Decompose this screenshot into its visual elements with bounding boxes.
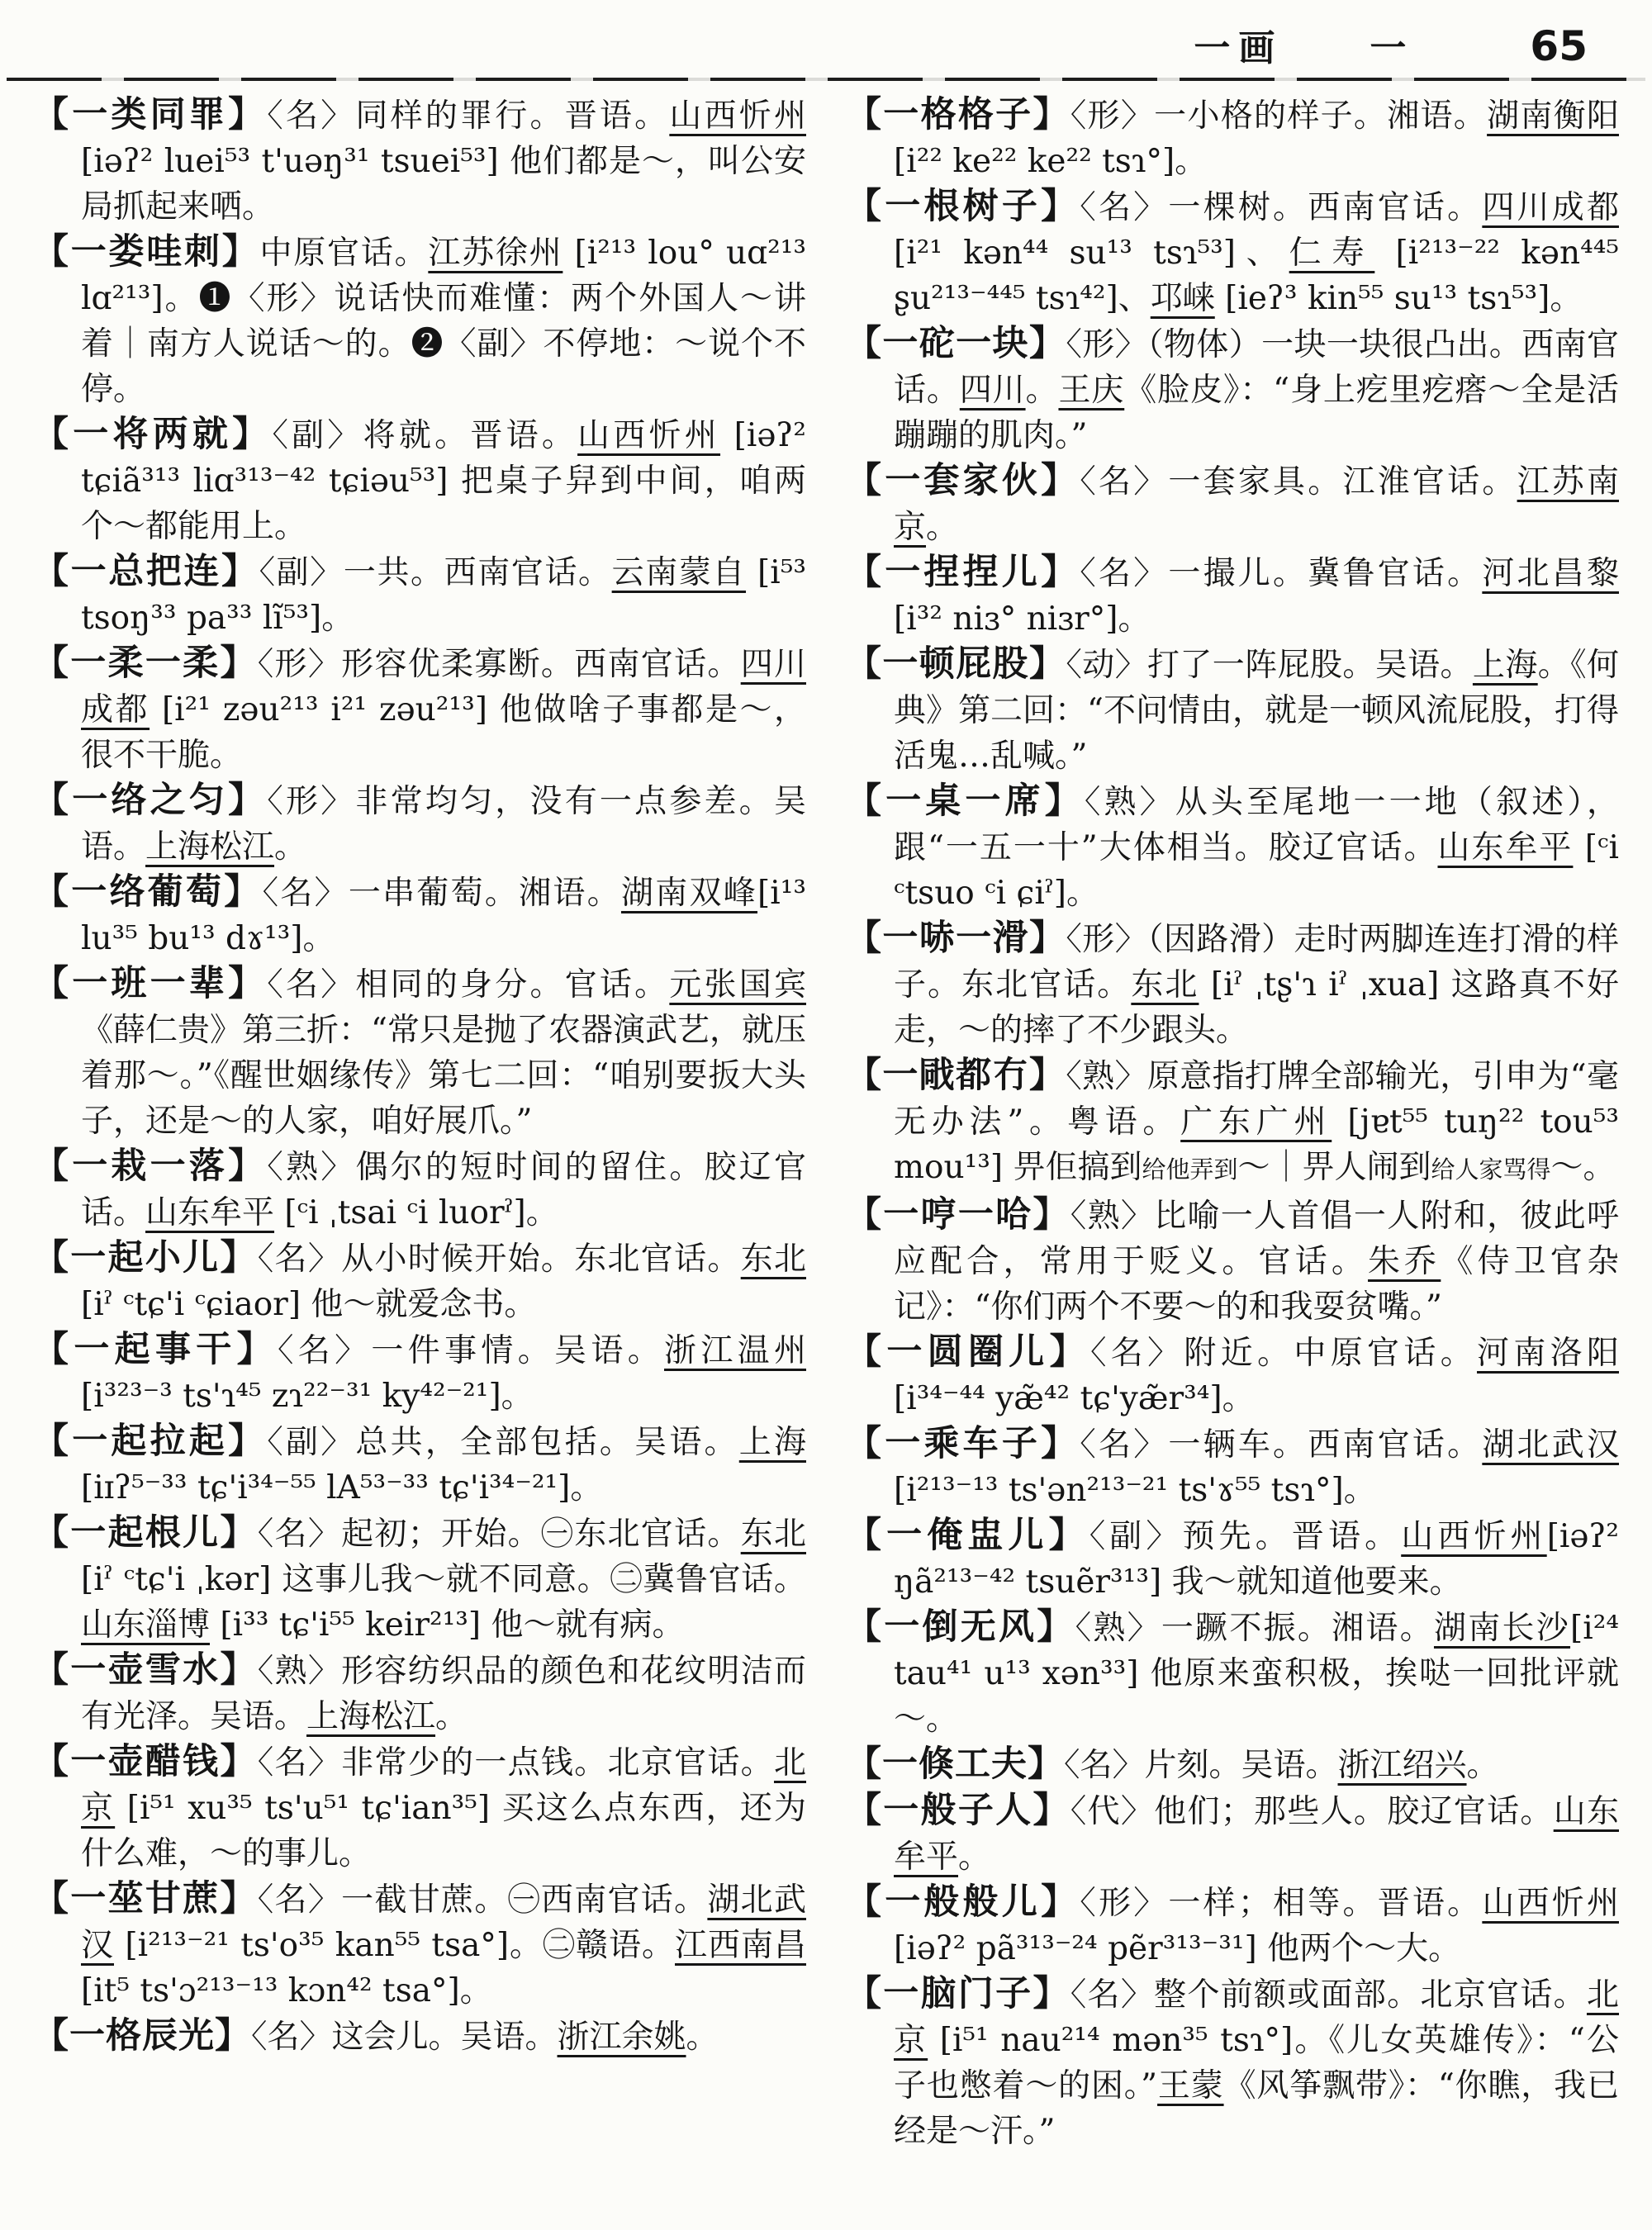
dictionary-entry xyxy=(846,184,1619,321)
entry-text-segment: 。 xyxy=(1466,1747,1499,1784)
dictionary-entry xyxy=(846,779,1619,916)
entry-text-segment: [i²¹³⁻²² kən⁴⁴⁵ ʂu²¹³⁻⁴⁴⁵ tsɿ⁴²]、 xyxy=(894,235,1619,317)
entry-headword: 【一格格子】 xyxy=(846,94,1070,135)
entry-text-segment: 〈名〉同样的罪行。晋语。 xyxy=(267,97,670,135)
proper-noun-underlined: 北京 xyxy=(81,1744,806,1827)
entry-text-segment: [i²¹³⁻¹³ ts'ən²¹³⁻²¹ ts'ɤ⁵⁵ tsɿ°]。 xyxy=(894,1472,1376,1509)
proper-noun-underlined: 王蒙 xyxy=(1157,2067,1224,2104)
entry-text-segment: 《薛仁贵》第三折：“常只是抛了农器演武艺，就压着那～。”《醒世姻缘传》第七二回：“咱别要扳大头子，还是～的人家，咱好展爪。” xyxy=(81,1012,806,1140)
entry-headword: 【一戙都冇】 xyxy=(846,1055,1066,1096)
dictionary-entry xyxy=(846,916,1619,1053)
entry-headword: 【一栽一落】 xyxy=(33,1146,268,1187)
entry-text-segment: [i²¹ zəu²¹³ i²¹ zəu²¹³] 他做啥子事都是～，很不干脆。 xyxy=(81,691,806,774)
entry-text-segment: 〈名〉整个前额或面部。北京官话。 xyxy=(1070,1976,1587,2014)
dictionary-entry xyxy=(846,1788,1619,1880)
dictionary-entry xyxy=(33,641,806,778)
proper-noun-underlined: 广东广州 xyxy=(1180,1103,1332,1141)
entry-text-segment: [ieʔ³ kin⁵⁵ su¹³ tsɿ⁵³]。 xyxy=(1214,280,1583,317)
entry-text-segment: 《风筝飘带》：“你瞧，我已经是～汗。” xyxy=(894,2067,1619,2150)
entry-text-segment: [i²⁴ tau⁴¹ u¹³ xən³³] 他原来蛮积极，挨哒一回批评就～。 xyxy=(894,1610,1619,1738)
dictionary-entry xyxy=(33,1327,806,1419)
entry-text-segment: [iəʔ² tɕiã³¹³ liɑ³¹³⁻⁴² tɕiəu⁵³] 把桌子舁到中间，咱两个～都能用上。 xyxy=(81,417,806,545)
entry-text-segment: [i⁵³ tsoŋ³³ pa³³ lĩ⁵³]。 xyxy=(81,554,806,637)
entry-headword: 【一班一辈】 xyxy=(33,963,268,1004)
entry-text-segment: 〈形〉（因路滑）走时两脚连连打滑的样子。东北官话。 xyxy=(894,921,1619,1004)
entry-headword: 【一格辰光】 xyxy=(33,2015,251,2057)
entry-text-segment: [jɐt⁵⁵ tuŋ²² tou⁵³ mou¹³] 畀佢搞到 xyxy=(894,1103,1619,1186)
proper-noun-underlined: 山西忻州 xyxy=(1401,1518,1547,1555)
proper-noun-underlined: 朱乔 xyxy=(1368,1243,1441,1280)
dictionary-entry xyxy=(846,1053,1619,1193)
entry-text-segment: [iəʔ² ŋã²¹³⁻⁴² tsuẽr³¹³] 我～就知道他要来。 xyxy=(894,1518,1619,1601)
dictionary-entry xyxy=(846,550,1619,642)
dictionary-entry xyxy=(33,870,806,961)
proper-noun-underlined: 河南洛阳 xyxy=(1477,1335,1619,1372)
proper-noun-underlined: 东北 xyxy=(1131,966,1199,1004)
dictionary-entry xyxy=(33,1236,806,1327)
dictionary-entry xyxy=(33,549,806,641)
dictionary-entry xyxy=(33,1511,806,1648)
dictionary-entry xyxy=(33,1877,806,2014)
page-header xyxy=(0,0,1652,78)
proper-noun-underlined: 仁寿 xyxy=(1289,235,1375,272)
entry-text-segment: [iɪʔ⁵⁻³³ tɕ'i³⁴⁻⁵⁵ lA⁵³⁻³³ tɕ'i³⁴⁻²¹]。 xyxy=(81,1469,603,1506)
proper-noun-underlined: 江西南昌 xyxy=(675,1927,806,1964)
entry-headword: 【一顿屁股】 xyxy=(846,643,1066,685)
dictionary-entry xyxy=(846,1330,1619,1421)
entry-text-segment: [iˀ ᶜtɕ'i ˌkər] 这事儿我～就不同意。㊁冀鲁官话。 xyxy=(81,1561,806,1598)
entry-text-segment: [i³² niɜ° niɜr°]。 xyxy=(894,600,1151,638)
entry-text-segment: 〈名〉这会儿。吴语。 xyxy=(251,2019,558,2056)
proper-noun-underlined: 山西忻州 xyxy=(577,417,721,454)
proper-noun-underlined: 上海松江 xyxy=(306,1698,436,1735)
entry-text-segment: 〈名〉一串葡萄。湘语。 xyxy=(262,875,621,912)
dictionary-entry xyxy=(33,93,806,230)
entry-text-segment: 中原官话。 xyxy=(259,235,429,272)
entry-text-segment: 〈名〉一撮儿。冀鲁官话。 xyxy=(1080,555,1483,592)
entry-text-segment: ～｜畀人闹到 xyxy=(1237,1149,1431,1186)
entry-text-segment: 〈熟〉从头至尾地一一地（叙述），跟“一五一十”大体相当。胶辽官话。 xyxy=(894,784,1619,866)
proper-noun-underlined: 北京 xyxy=(894,1976,1619,2059)
proper-noun-underlined: 山东牟平 xyxy=(1437,829,1574,866)
proper-noun-underlined: 邛崃 xyxy=(1150,280,1215,317)
entry-headword: 【一哧一滑】 xyxy=(846,918,1066,959)
entry-headword: 【一捏捏儿】 xyxy=(846,552,1080,593)
dictionary-entry xyxy=(846,1880,1619,1971)
entry-text-segment: 〈名〉片刻。吴语。 xyxy=(1064,1747,1338,1784)
entry-text-segment: 〈名〉一件事情。吴语。 xyxy=(277,1332,665,1369)
entry-text-segment: [iəʔ² luei⁵³ t'uəŋ³¹ tsuei⁵³] 他们都是～，叫公安局抓起来哂。 xyxy=(81,143,806,225)
proper-noun-underlined: 江苏徐州 xyxy=(428,235,563,272)
entry-headword: 【一根树子】 xyxy=(846,186,1080,227)
entry-headword: 【一哼一哈】 xyxy=(846,1194,1070,1236)
entry-headword: 【一将两就】 xyxy=(33,414,273,455)
entry-text-segment: 〈名〉非常少的一点钱。北京官话。 xyxy=(257,1744,774,1782)
entry-text-segment: 〈副〉一共。西南官话。 xyxy=(259,554,612,591)
entry-headword: 【一类同罪】 xyxy=(33,94,268,135)
proper-noun-underlined: 山东牟平 xyxy=(894,1793,1619,1876)
entry-text-segment: [it⁵ ts'ɔ²¹³⁻¹³ kɔn⁴² tsa°]。 xyxy=(81,1972,492,2009)
entry-headword: 【一莝甘蔗】 xyxy=(33,1878,258,1919)
entry-text-segment: 〈形〉一样；相等。晋语。 xyxy=(1080,1885,1483,1922)
entry-headword: 【一倒无风】 xyxy=(846,1606,1075,1648)
entry-text-segment: 〈熟〉形容纺织品的颜色和花纹明洁而有光泽。吴语。 xyxy=(81,1653,806,1735)
dictionary-entry xyxy=(846,93,1619,184)
proper-noun-underlined: 湖北武汉 xyxy=(1482,1426,1619,1464)
entry-text-segment: ～。 xyxy=(1550,1149,1616,1186)
entry-text-segment: 。 xyxy=(274,828,307,866)
entry-text-segment: [i³³ tɕ'i⁵⁵ keir²¹³] 他～就有病。 xyxy=(210,1606,685,1644)
proper-noun-underlined: 浙江温州 xyxy=(664,1332,806,1369)
proper-noun-underlined: 河北昌黎 xyxy=(1482,555,1619,592)
entry-text-segment: [i²² ke²² ke²² tsɿ°]。 xyxy=(894,143,1208,180)
entry-text-segment: 〈代〉他们；那些人。胶辽官话。 xyxy=(1070,1793,1554,1830)
entry-text-segment: 〈名〉从小时候开始。东北官话。 xyxy=(257,1241,741,1278)
dictionary-entry xyxy=(33,1419,806,1511)
entry-headword: 【一壶醋钱】 xyxy=(33,1741,258,1782)
proper-noun-underlined: 湖南长沙 xyxy=(1433,1610,1571,1647)
entry-text-segment: 。 xyxy=(435,1698,468,1735)
entry-text-segment: 〈名〉一棵树。西南官话。 xyxy=(1080,189,1483,226)
entry-headword: 【一总把连】 xyxy=(33,551,259,592)
entry-headword: 【一起拉起】 xyxy=(33,1421,268,1462)
proper-noun-underlined: 山东牟平 xyxy=(145,1194,275,1231)
entry-headword: 【一套家伙】 xyxy=(846,460,1080,501)
right-column xyxy=(846,93,1619,2154)
entry-text-segment: [i²¹³⁻²¹ ts'o³⁵ kan⁵⁵ tsa°]。㊁赣语。 xyxy=(114,1927,676,1964)
dictionary-entry xyxy=(846,1971,1619,2154)
entry-headword: 【一倏工夫】 xyxy=(846,1744,1064,1785)
dictionary-entry xyxy=(846,1605,1619,1742)
entry-text-segment: 〈形〉形容优柔寡断。西南官话。 xyxy=(257,646,741,683)
entry-text-segment: [ᶜi ᶜtsuo ᶜi ɕiˀ]。 xyxy=(894,829,1619,912)
proper-noun-underlined: 元张国宾 xyxy=(669,966,806,1004)
entry-text-segment: [i⁵¹ xu³⁵ ts'u⁵¹ tɕ'ian³⁵] 买这么点东西，还为什么难，～的事儿。 xyxy=(81,1790,806,1872)
entry-text-segment: 〈形〉（物体）一块一块很凸出。西南官话。 xyxy=(894,326,1619,409)
page-number: 65 xyxy=(1530,22,1588,70)
entry-text-segment: 。 xyxy=(686,2019,719,2056)
entry-headword: 【一桌一席】 xyxy=(846,780,1085,822)
radical-label: 一 xyxy=(1370,27,1407,69)
dictionary-entry xyxy=(33,778,806,870)
stroke-section-label: 一画 xyxy=(1194,27,1284,69)
entry-text-segment: 〈名〉一套家具。江淮官话。 xyxy=(1080,463,1517,501)
entry-text-segment: [i³⁴⁻⁴⁴ yæ̃⁴² tɕ'yæ̃r³⁴]。 xyxy=(894,1380,1255,1417)
entry-text-segment: [i⁵¹ nau²¹⁴ mən³⁵ tsɿ°]。《儿女英雄传》：“公子也憋着～的困。” xyxy=(894,2022,1619,2104)
entry-text-segment: 〈名〉起初；开始。㊀东北官话。 xyxy=(257,1516,741,1553)
entry-text-segment: [i²¹³ lou° uɑ²¹³ lɑ²¹³]。❶〈形〉说话快而难懂：两个外国人～讲着｜南方人说话～的。❷〈副〉不停地：～说个不停。 xyxy=(81,235,806,408)
proper-noun-underlined: 四川成都 xyxy=(81,646,806,728)
entry-text-segment: 〈熟〉比喻一人首倡一人附和，彼此呼应配合，常用于贬义。官话。 xyxy=(894,1198,1619,1280)
dictionary-entry xyxy=(846,1513,1619,1605)
proper-noun-underlined: 四川 xyxy=(959,372,1026,409)
proper-noun-underlined: 东北 xyxy=(740,1516,806,1553)
entry-headword: 【一起小儿】 xyxy=(33,1237,258,1279)
entry-text-segment: 〈熟〉原意指打牌全部输光，引申为“毫无办法”。粤语。 xyxy=(894,1058,1619,1141)
entry-headword: 【一络之匀】 xyxy=(33,780,268,821)
entry-text-segment: 给人家骂得 xyxy=(1431,1155,1551,1184)
entry-text-segment: 〈熟〉偶尔的短时间的留住。胶辽官话。 xyxy=(81,1149,806,1231)
dictionary-entry xyxy=(33,1144,806,1236)
entry-text-segment: 〈形〉非常均匀，没有一点参差。吴语。 xyxy=(81,783,806,866)
entry-text-segment: 《侍卫官杂记》：“你们两个不要～的和我耍贫嘴。” xyxy=(894,1243,1619,1326)
entry-text-segment: 。 xyxy=(1025,372,1059,409)
dictionary-entry xyxy=(33,1648,806,1739)
entry-text-segment: [i³²³⁻³ ts'ɿ⁴⁵ zɿ²²⁻³¹ ky⁴²⁻²¹]。 xyxy=(81,1378,534,1415)
entry-headword: 【一柔一柔】 xyxy=(33,643,258,684)
dictionary-entry xyxy=(33,1739,806,1877)
text-columns xyxy=(0,81,1652,2154)
entry-text-segment: 〈名〉一截甘蔗。㊀西南官话。 xyxy=(257,1881,708,1919)
entry-text-segment: 〈熟〉一蹶不振。湘语。 xyxy=(1075,1610,1434,1647)
dictionary-entry xyxy=(846,1193,1619,1330)
entry-text-segment: 〈副〉预先。晋语。 xyxy=(1089,1518,1402,1555)
proper-noun-underlined: 湖北武汉 xyxy=(81,1881,806,1964)
proper-noun-underlined: 浙江绍兴 xyxy=(1337,1747,1467,1784)
proper-noun-underlined: 山东淄博 xyxy=(81,1606,211,1644)
proper-noun-underlined: 浙江余姚 xyxy=(557,2019,686,2056)
entry-text-segment: 〈名〉相同的身分。官话。 xyxy=(267,966,670,1004)
entry-text-segment: [i¹³ lu³⁵ bu¹³ dɤ¹³]。 xyxy=(81,875,806,957)
entry-text-segment: [i²¹ kən⁴⁴ su¹³ tsɿ⁵³]、 xyxy=(894,235,1289,272)
dictionary-entry xyxy=(33,961,806,1144)
entry-text-segment: 〈名〉附近。中原官话。 xyxy=(1089,1335,1478,1372)
proper-noun-underlined: 上海松江 xyxy=(145,828,275,866)
proper-noun-underlined: 云南蒙自 xyxy=(611,554,747,591)
entry-headword: 【一络葡萄】 xyxy=(33,871,263,913)
entry-text-segment: 。《何典》第二回：“不问情由，就是一顿风流屁股，打得活鬼…乱喊。” xyxy=(894,647,1619,775)
entry-text-segment: 〈形〉一小格的样子。湘语。 xyxy=(1070,97,1488,135)
proper-noun-underlined: 江苏南京 xyxy=(894,463,1619,546)
entry-headword: 【一脑门子】 xyxy=(846,1973,1070,2014)
proper-noun-underlined: 湖南衡阳 xyxy=(1487,97,1619,135)
entry-text-segment: 给他弄到 xyxy=(1142,1155,1238,1184)
proper-noun-underlined: 四川成都 xyxy=(1482,189,1619,226)
entry-headword: 【一俺盅儿】 xyxy=(846,1515,1089,1556)
entry-text-segment: [iˀ ˌtʂ'ɿ iˀ ˌxua] 这路真不好走，～的摔了不少跟头。 xyxy=(894,966,1619,1049)
entry-text-segment: 〈名〉一辆车。西南官话。 xyxy=(1080,1426,1483,1464)
entry-text-segment: [ᶜi ˌtsai ᶜi luorˀ]。 xyxy=(274,1194,558,1231)
dictionary-entry xyxy=(846,642,1619,779)
entry-headword: 【一起根儿】 xyxy=(33,1512,258,1554)
dictionary-entry xyxy=(33,412,806,549)
entry-headword: 【一般子人】 xyxy=(846,1790,1070,1831)
entry-text-segment: 。 xyxy=(926,509,959,546)
entry-headword: 【一圆圈儿】 xyxy=(846,1331,1090,1373)
proper-noun-underlined: 山西忻州 xyxy=(669,97,806,135)
entry-headword: 【一乘车子】 xyxy=(846,1423,1080,1464)
entry-text-segment: 〈副〉将就。晋语。 xyxy=(272,417,578,454)
proper-noun-underlined: 王庆 xyxy=(1058,372,1125,409)
proper-noun-underlined: 上海 xyxy=(738,1424,806,1461)
entry-text-segment: [iəʔ² pã³¹³⁻²⁴ pẽr³¹³⁻³¹] 他两个～大。 xyxy=(894,1930,1461,1967)
proper-noun-underlined: 东北 xyxy=(740,1241,806,1278)
entry-headword: 【一壶雪水】 xyxy=(33,1649,258,1691)
dictionary-entry xyxy=(846,321,1619,458)
left-column xyxy=(33,93,806,2154)
entry-headword: 【一般般儿】 xyxy=(846,1881,1080,1923)
proper-noun-underlined: 山西忻州 xyxy=(1482,1885,1619,1922)
dictionary-entry xyxy=(846,1421,1619,1513)
entry-headword: 【一砣一块】 xyxy=(846,323,1066,364)
dictionary-entry xyxy=(33,230,806,412)
entry-headword: 【一起事干】 xyxy=(33,1329,278,1370)
entry-text-segment: 〈动〉打了一阵屁股。吴语。 xyxy=(1066,647,1473,684)
proper-noun-underlined: 上海 xyxy=(1472,647,1538,684)
proper-noun-underlined: 湖南双峰 xyxy=(620,875,758,912)
dictionary-entry xyxy=(33,2014,806,2060)
entry-text-segment: [iˀ ᶜtɕ'i ᶜɕiaor] 他～就爱念书。 xyxy=(81,1286,537,1323)
dictionary-entry xyxy=(846,1742,1619,1788)
entry-text-segment: 《脸皮》：“身上疙里疙瘩～全是活蹦蹦的肌肉。” xyxy=(894,372,1619,454)
entry-text-segment: 〈副〉总共，全部包括。吴语。 xyxy=(267,1424,739,1461)
entry-headword: 【一娄哇刺】 xyxy=(33,231,260,273)
dictionary-entry xyxy=(846,458,1619,550)
entry-text-segment: 。 xyxy=(958,1839,991,1876)
